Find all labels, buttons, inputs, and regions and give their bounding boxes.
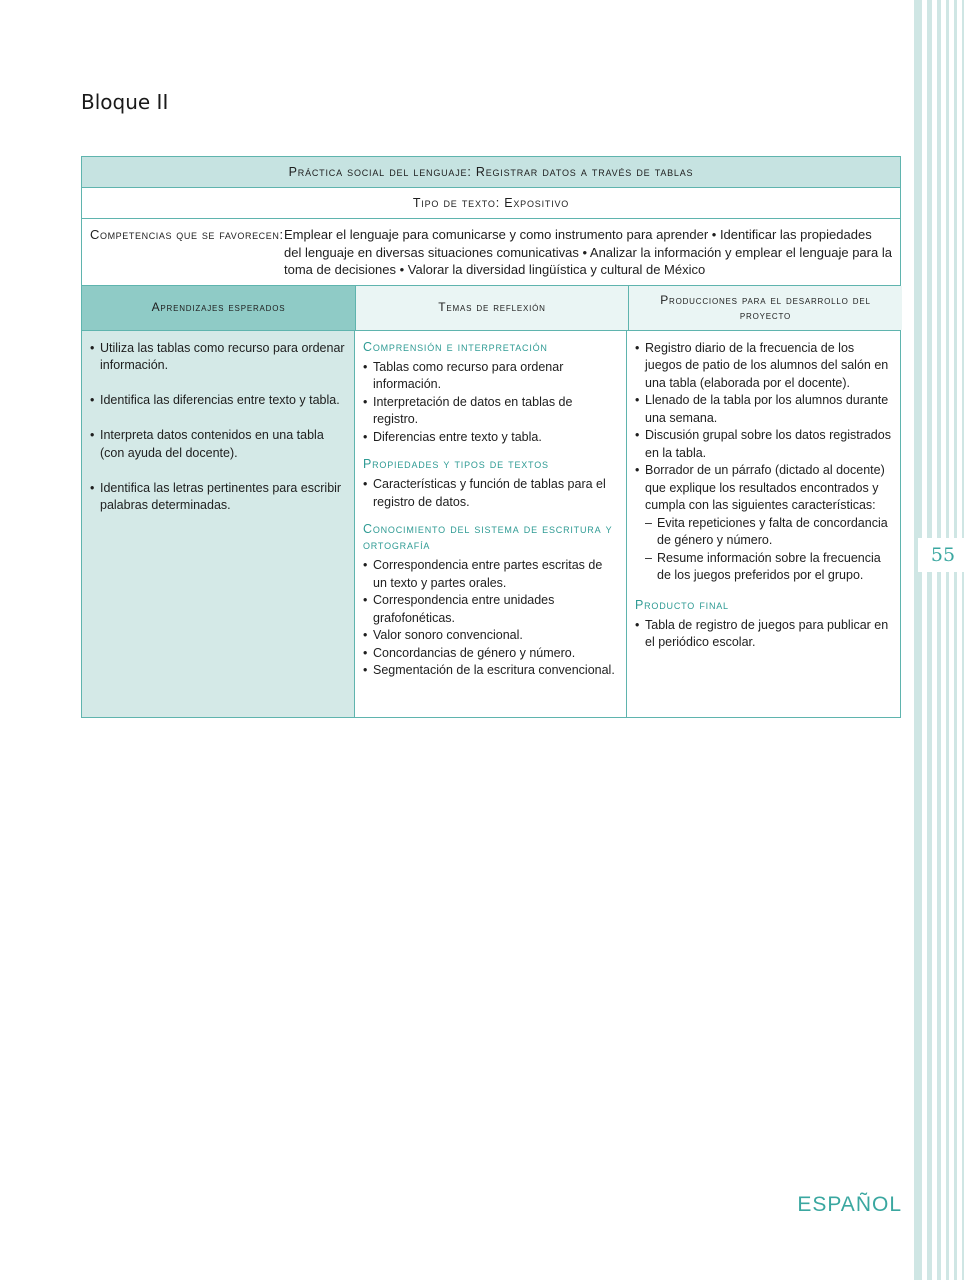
list-item: • Identifica las letras pertinentes para escribir palabras determinadas. [90,480,346,515]
list-item: • Llenado de la tabla por los alumnos durante una semana. [635,392,892,427]
header-project-productions-text: Producciones para el desarrollo del proyecto [660,292,871,322]
list-item: • Valor sonoro convencional. [363,627,618,645]
list-item: • Registro diario de la frecuencia de los juegos de patio de los alumnos del salón en una tabla (elaborada por el docente). [635,340,892,393]
header-reflection-topics: Temas de reflexión [356,286,629,330]
header-expected-learning: Aprendizajes esperados [82,286,356,330]
competencies-label: Competencias que se favorecen: [90,227,284,242]
list-item: • Características y función de tablas para el registro de datos. [363,476,618,511]
columns-body [82,331,900,717]
competencies-row [82,219,900,286]
list-subitem: – Resume información sobre la frecuencia de los juegos preferidos por el grupo. [645,550,892,585]
list-item: • Tabla de registro de juegos para publicar en el periódico escolar. [635,617,892,652]
page-number: 55 [918,538,968,572]
section-title: Comprensión e interpretación [363,339,548,354]
reflection-topics-column [355,331,627,717]
page-title: Bloque II [81,90,169,114]
list-item: • Interpreta datos contenidos en una tabla (con ayuda del docente). [90,427,346,462]
text-type-row: Tipo de texto: Expositivo [82,188,900,219]
list-item: • Segmentación de la escritura convencional. [363,662,618,680]
project-productions-column [627,331,900,717]
list-item: • Utiliza las tablas como recurso para ordenar información. [90,340,346,375]
list-item: • Correspondencia entre partes escritas de un texto y partes orales. [363,557,618,592]
list-subitem: – Evita repeticiones y falta de concordancia de género y número. [645,515,892,550]
header-project-productions [629,286,902,330]
section-title: Propiedades y tipos de textos [363,457,549,471]
expected-learning-column [82,331,355,717]
curriculum-table [81,156,901,718]
list-item: • Correspondencia entre unidades grafofonéticas. [363,592,618,627]
practice-row: Práctica social del lenguaje: Registrar datos a través de tablas [82,157,900,188]
list-item: • Tablas como recurso para ordenar información. [363,359,618,394]
list-item: • Discusión grupal sobre los datos registrados en la tabla. [635,427,892,462]
list-item: • Diferencias entre texto y tabla. [363,429,618,447]
list-item: • Identifica las diferencias entre texto y tabla. [90,392,346,410]
section-title: Conocimiento del sistema de escritura y ortografía [363,522,613,552]
competencies-text: Emplear el lenguaje para comunicarse y como instrumento para aprender • Identificar las propiedades del lenguaje en diversas situaciones comunicativas • Analizar la información y emplear el lenguaje para la toma de decisiones • Valorar la diversidad lingüística y cultural de México [284,227,892,277]
list-item: • Borrador de un párrafo (dictado al docente) que explique los resultados encontrados y cumpla con las siguientes características: [635,462,892,515]
decorative-stripes [914,0,972,1280]
subject-footer: ESPAÑOL [797,1193,902,1216]
column-headers [82,286,900,331]
list-item: • Concordancias de género y número. [363,645,618,663]
list-item: • Interpretación de datos en tablas de registro. [363,394,618,429]
final-product-title: Producto final [635,597,729,612]
